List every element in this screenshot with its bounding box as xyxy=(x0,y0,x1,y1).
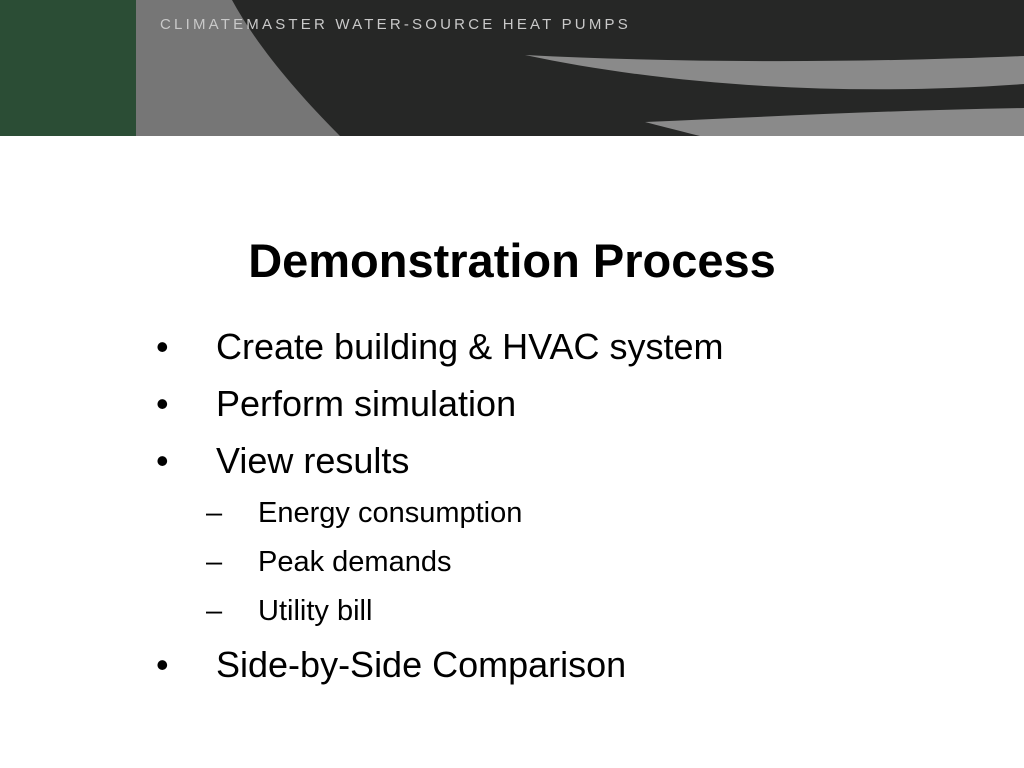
banner-title: CLIMATEMASTER WATER-SOURCE HEAT PUMPS xyxy=(160,16,631,33)
bullet-marker: • xyxy=(156,383,169,424)
sub-bullet-marker: – xyxy=(206,497,223,529)
bullet-text: Perform simulation xyxy=(216,383,517,424)
bullet-text: Create building & HVAC system xyxy=(216,326,724,367)
bullet-text: Side-by-Side Comparison xyxy=(216,644,627,685)
sub-bullet-marker: – xyxy=(206,546,223,578)
sub-bullet-text: Utility bill xyxy=(258,595,373,627)
slide-title: Demonstration Process xyxy=(248,234,776,287)
bullet-text: View results xyxy=(216,440,410,481)
sub-bullet-text: Peak demands xyxy=(258,546,452,578)
sub-bullet-marker: – xyxy=(206,595,223,627)
bullet-marker: • xyxy=(156,644,169,685)
bullet-marker: • xyxy=(156,440,169,481)
sub-bullet-text: Energy consumption xyxy=(258,497,523,529)
bullet-marker: • xyxy=(156,326,169,367)
